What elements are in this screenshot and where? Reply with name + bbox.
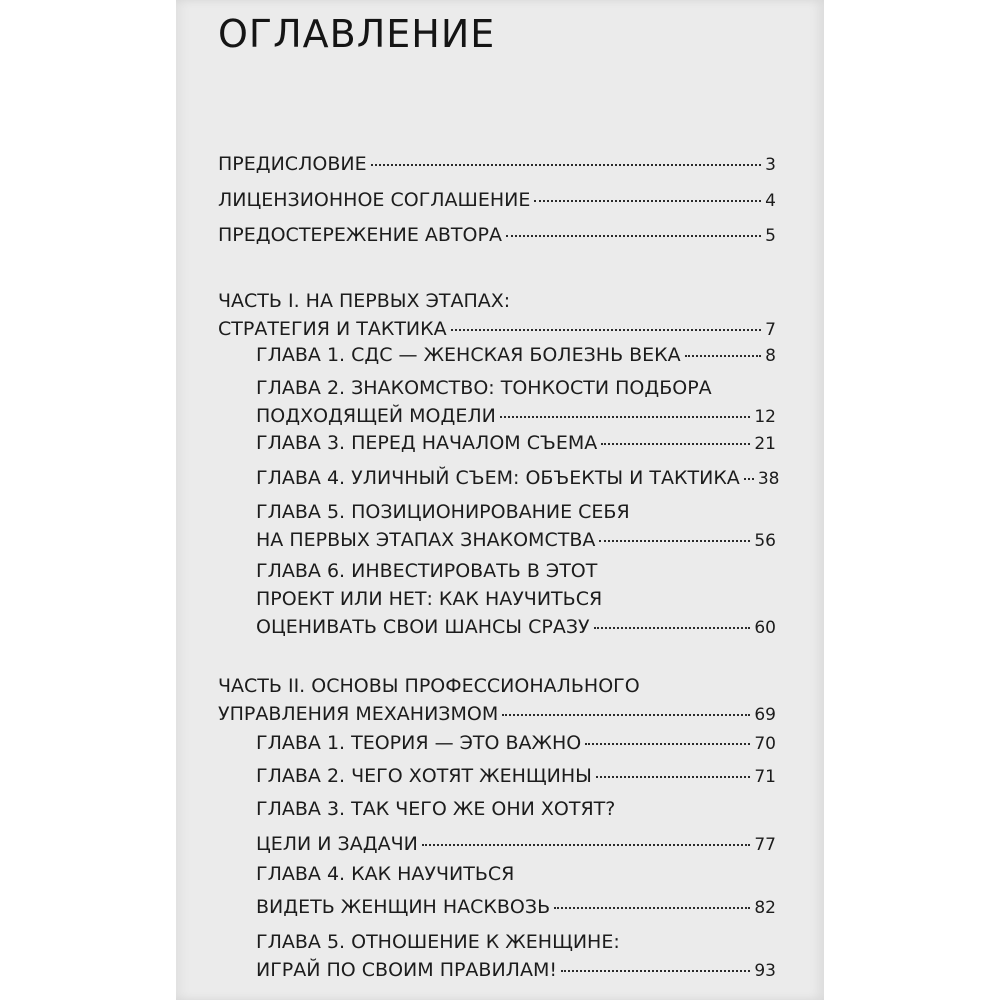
toc-entry-part1-chapter-3 — [256, 432, 776, 455]
toc-entry-title: ИГРАЙ ПО СВОИМ ПРАВИЛАМ! — [256, 959, 557, 981]
toc-entry-title-line: ЧАСТЬ I. НА ПЕРВЫХ ЭТАПАХ: — [218, 290, 511, 312]
table-of-contents — [176, 0, 824, 1000]
toc-entry-part1-chapter-5 — [256, 501, 776, 552]
dot-leader — [744, 478, 754, 480]
toc-entry-title: ЦЕЛИ И ЗАДАЧИ — [256, 833, 418, 855]
toc-entry-part1-chapter-1 — [256, 344, 776, 367]
dot-leader — [500, 416, 751, 418]
dot-leader — [599, 540, 750, 542]
dot-leader — [422, 844, 751, 846]
toc-entry-title-line: ПРОЕКТ ИЛИ НЕТ: КАК НАУЧИТЬСЯ — [256, 588, 603, 610]
dot-leader — [596, 776, 750, 778]
toc-entry-part-2 — [218, 675, 776, 726]
toc-entry-part2-chapter-3 — [256, 798, 776, 856]
dot-leader — [451, 329, 762, 331]
toc-entry-part1-chapter-4 — [256, 467, 780, 490]
toc-entry-title: ГЛАВА 1. ТЕОРИЯ — ЭТО ВАЖНО — [256, 732, 582, 754]
dot-leader — [554, 907, 750, 909]
toc-entry-title-line: ГЛАВА 3. ТАК ЧЕГО ЖЕ ОНИ ХОТЯТ? — [256, 798, 616, 820]
toc-page-number: 77 — [754, 835, 776, 855]
toc-entry-title: ГЛАВА 1. СДС — ЖЕНСКАЯ БОЛЕЗНЬ ВЕКА — [256, 344, 681, 366]
toc-page-number: 93 — [754, 961, 776, 981]
toc-entry-title: ОЦЕНИВАТЬ СВОИ ШАНСЫ СРАЗУ — [256, 616, 590, 638]
toc-entry-part2-chapter-1 — [256, 732, 776, 755]
toc-entry-title: УПРАВЛЕНИЯ МЕХАНИЗМОМ — [218, 703, 499, 725]
dot-leader — [534, 200, 761, 202]
toc-entry-part1-chapter-2 — [256, 377, 776, 428]
toc-entry-title: ГЛАВА 4. УЛИЧНЫЙ СЪЕМ: ОБЪЕКТЫ И ТАКТИКА — [256, 467, 740, 489]
toc-page-number: 4 — [765, 191, 776, 211]
toc-entry-title-line: ЧАСТЬ II. ОСНОВЫ ПРОФЕССИОНАЛЬНОГО — [218, 675, 640, 697]
toc-page-number: 70 — [754, 734, 776, 754]
toc-entry-title: НА ПЕРВЫХ ЭТАПАХ ЗНАКОМСТВА — [256, 529, 596, 551]
toc-page-number: 56 — [754, 531, 776, 551]
toc-entry-title-line: ГЛАВА 6. ИНВЕСТИРОВАТЬ В ЭТОТ — [256, 560, 598, 582]
toc-entry-title: ПРЕДОСТЕРЕЖЕНИЕ АВТОРА — [218, 224, 502, 246]
toc-entry-title-line: ГЛАВА 4. КАК НАУЧИТЬСЯ — [256, 863, 515, 885]
toc-entry-title: ПРЕДИСЛОВИЕ — [218, 153, 367, 175]
toc-entry-title: ЛИЦЕНЗИОННОЕ СОГЛАШЕНИЕ — [218, 189, 531, 211]
toc-entry-preface — [218, 153, 776, 176]
dot-leader — [502, 714, 750, 716]
toc-entry-title: ГЛАВА 3. ПЕРЕД НАЧАЛОМ СЪЕМА — [256, 432, 598, 454]
toc-page-number: 8 — [765, 346, 776, 366]
toc-entry-title: СТРАТЕГИЯ И ТАКТИКА — [218, 318, 447, 340]
dot-leader — [561, 970, 750, 972]
toc-page-number: 12 — [754, 407, 776, 427]
toc-entry-part2-chapter-5 — [256, 931, 776, 982]
book-page — [176, 0, 824, 1000]
toc-entry-warning — [218, 224, 776, 247]
toc-entry-title-line: ГЛАВА 2. ЗНАКОМСТВО: ТОНКОСТИ ПОДБОРА — [256, 377, 712, 399]
toc-page-number: 5 — [765, 226, 776, 246]
toc-entry-part2-chapter-4 — [256, 863, 776, 919]
toc-entry-title-line: ГЛАВА 5. ПОЗИЦИОНИРОВАНИЕ СЕБЯ — [256, 501, 630, 523]
dot-leader — [585, 743, 750, 745]
toc-page-number: 71 — [754, 767, 776, 787]
toc-page-number: 3 — [765, 155, 776, 175]
toc-entry-part-1 — [218, 290, 776, 341]
toc-entry-title: ПОДХОДЯЩЕЙ МОДЕЛИ — [256, 405, 496, 427]
dot-leader — [601, 443, 750, 445]
dot-leader — [506, 235, 761, 237]
toc-page-number: 69 — [754, 705, 776, 725]
toc-entry-license — [218, 189, 776, 212]
toc-entry-title: ГЛАВА 2. ЧЕГО ХОТЯТ ЖЕНЩИНЫ — [256, 765, 592, 787]
toc-page-number: 38 — [757, 469, 780, 489]
toc-entry-part1-chapter-6 — [256, 560, 776, 639]
dot-leader — [371, 164, 762, 166]
dot-leader — [594, 627, 751, 629]
toc-page-number: 82 — [754, 898, 776, 918]
dot-leader — [685, 355, 762, 357]
toc-page-number: 60 — [754, 618, 776, 638]
toc-entry-title-line: ГЛАВА 5. ОТНОШЕНИЕ К ЖЕНЩИНЕ: — [256, 931, 620, 953]
toc-page-number: 7 — [765, 320, 776, 340]
toc-entry-title: ВИДЕТЬ ЖЕНЩИН НАСКВОЗЬ — [256, 896, 551, 918]
toc-page-number: 21 — [754, 434, 776, 454]
page-title: ОГЛАВЛЕНИЕ — [218, 12, 496, 56]
toc-entry-part2-chapter-2 — [256, 765, 776, 788]
